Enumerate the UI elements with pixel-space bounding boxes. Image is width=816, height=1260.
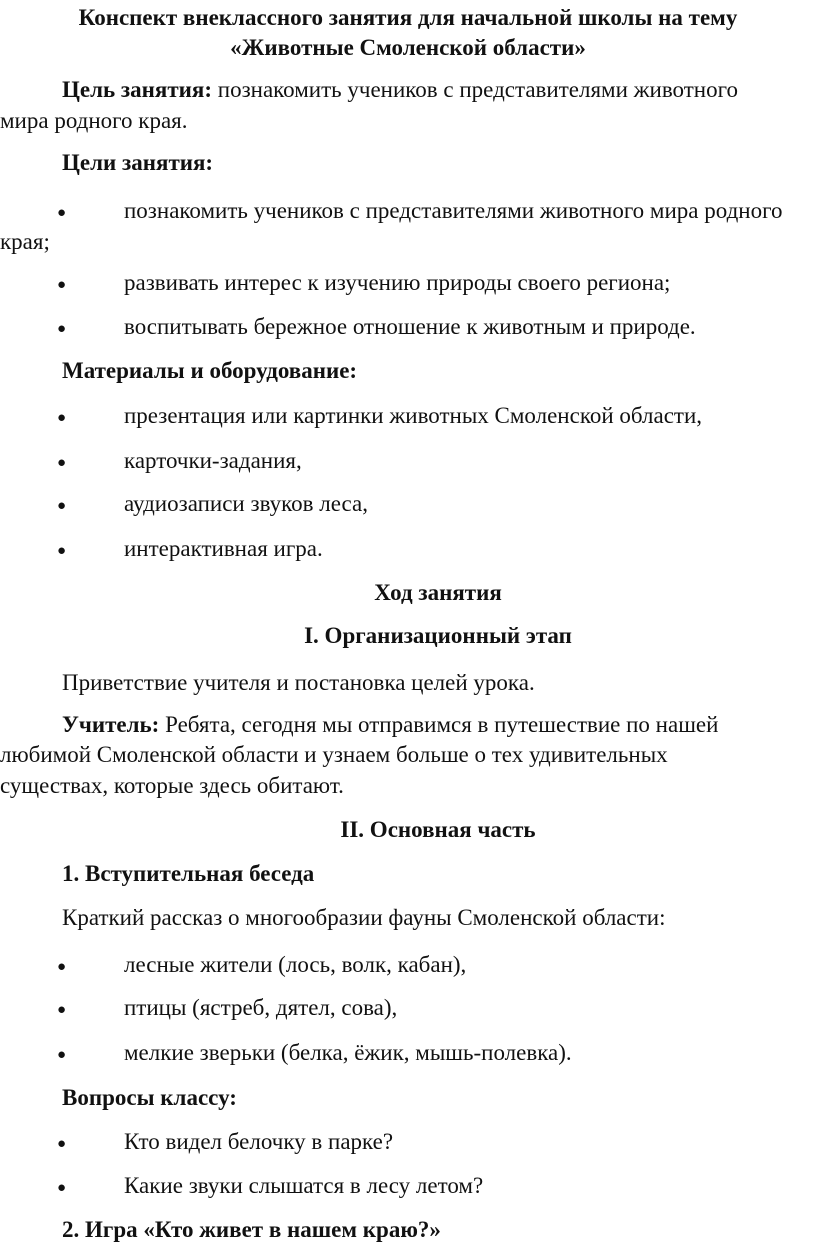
bullet-icon: ● [57,543,67,559]
materials-item-text: аудиозаписи звуков леса, [124,491,368,516]
materials-item-text: интерактивная игра. [124,536,323,561]
objective-item-text: познакомить учеников с представителями животного мира родного [124,198,783,223]
teacher-text-line-2: любимой Смоленской области и узнаем больше о тех удивительных [0,742,668,767]
objective-item-text: развивать интерес к изучению природы своего региона; [124,270,671,295]
document-title-line-2: «Животные Смоленской области» [230,35,586,60]
fauna-item-text: лесные жители (лось, волк, кабан), [124,952,467,977]
questions-heading: Вопросы классу: [62,1085,237,1110]
sub1-heading: 1. Вступительная беседа [62,861,315,886]
bullet-icon: ● [57,410,67,426]
objective-item-text: воспитывать бережное отношение к животным и природе. [124,314,696,339]
stage2-heading: II. Основная часть [340,817,536,842]
bullet-icon: ● [57,1002,67,1018]
bullet-icon: ● [57,205,67,221]
teacher-text-line-1: Ребята, сегодня мы отправимся в путешествие по нашей [165,712,719,737]
goal-label: Цель занятия: [62,77,213,102]
goal-text-line-2: мира родного края. [0,108,188,133]
materials-heading: Материалы и оборудование: [62,358,358,383]
question-item-text: Кто видел белочку в парке? [124,1129,394,1154]
sub2-heading: 2. Игра «Кто живет в нашем краю?» [62,1217,441,1242]
bullet-icon: ● [57,1136,67,1152]
bullet-icon: ● [57,1180,67,1196]
teacher-label: Учитель: [62,712,160,737]
bullet-icon: ● [57,498,67,514]
fauna-item-text: птицы (ястреб, дятел, сова), [124,995,398,1020]
materials-item-text: презентация или картинки животных Смоленской области, [124,403,703,428]
stage1-intro: Приветствие учителя и постановка целей урока. [62,670,535,695]
bullet-icon: ● [57,321,67,337]
materials-item-text: карточки-задания, [124,448,302,473]
question-item-text: Какие звуки слышатся в лесу летом? [124,1173,484,1198]
objectives-heading: Цели занятия: [62,150,214,175]
stage1-heading: I. Организационный этап [304,623,572,648]
bullet-icon: ● [57,959,67,975]
goal-text-line-1: познакомить учеников с представителями животного [217,77,738,102]
objective-item-text-cont: края; [0,229,50,254]
document-title-line-1: Конспект внеклассного занятия для начальной школы на тему [78,5,738,30]
fauna-item-text: мелкие зверьки (белка, ёжик, мышь-полевка). [124,1040,572,1065]
bullet-icon: ● [57,277,67,293]
goal-paragraph [62,76,738,104]
teacher-paragraph [62,711,718,739]
teacher-text-line-3: существах, которые здесь обитают. [0,773,344,798]
bullet-icon: ● [57,1047,67,1063]
lesson-heading: Ход занятия [374,580,502,605]
bullet-icon: ● [57,455,67,471]
sub1-intro: Краткий рассказ о многообразии фауны Смоленской области: [62,905,666,930]
